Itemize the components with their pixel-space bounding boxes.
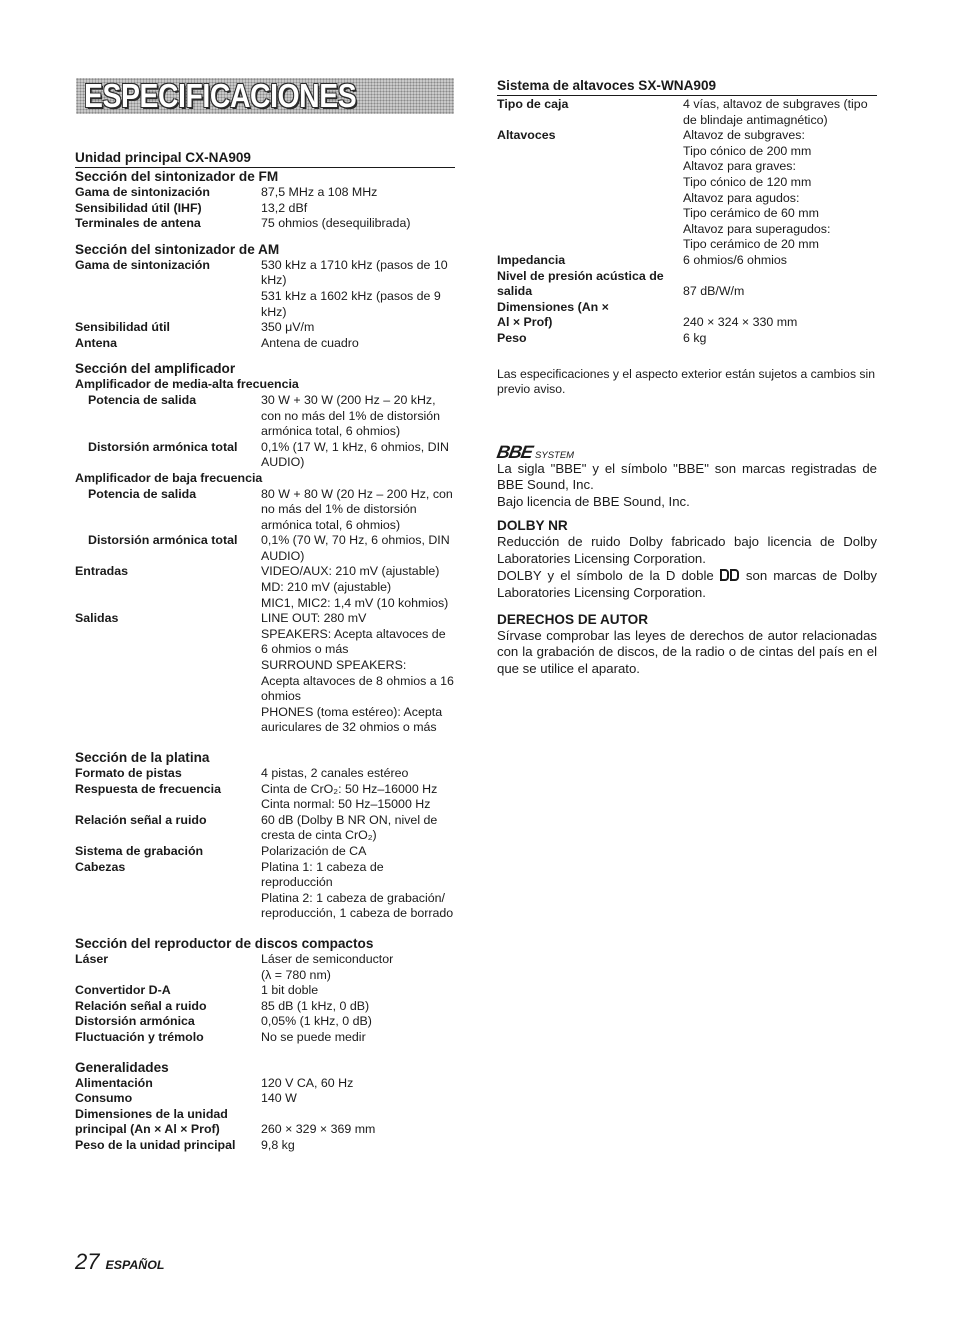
spec-value: Altavoz para graves: bbox=[683, 159, 796, 174]
spec-value: 350 μV/m bbox=[261, 320, 315, 335]
spec-value: 85 dB (1 kHz, 0 dB) bbox=[261, 998, 370, 1013]
spec-row bbox=[75, 564, 455, 611]
spec-row bbox=[75, 1014, 455, 1030]
spec-label: Convertidor D-A bbox=[75, 983, 171, 998]
spec-row bbox=[497, 128, 877, 144]
spec-label: Sensibilidad útil bbox=[75, 320, 171, 335]
spec-label bbox=[75, 968, 261, 984]
output-line: LINE OUT: 280 mV bbox=[261, 611, 367, 626]
spec-value: Tipo cerámico de 20 mm bbox=[683, 237, 819, 252]
amplifier-section-heading: Sección del amplificador bbox=[75, 361, 236, 377]
spec-label: Sistema de grabación bbox=[75, 843, 204, 858]
spec-row bbox=[75, 952, 455, 968]
spec-row bbox=[497, 269, 877, 300]
spec-row bbox=[497, 191, 877, 207]
spec-label bbox=[497, 237, 683, 253]
spec-row bbox=[75, 1091, 455, 1107]
spec-value: 60 dB (Dolby B NR ON, nivel de cresta de cinta CrO₂) bbox=[261, 812, 438, 843]
spec-row bbox=[497, 206, 877, 222]
bbe-logo bbox=[497, 442, 877, 461]
spec-label: Impedancia bbox=[497, 252, 566, 267]
input-line: MD: 210 mV (ajustable) bbox=[261, 580, 392, 595]
spec-row bbox=[75, 487, 455, 534]
mid-high-amp-subheading: Amplificador de media-alta frecuencia bbox=[75, 377, 299, 392]
spec-label bbox=[75, 797, 261, 813]
spec-label: Tipo de caja bbox=[497, 97, 569, 111]
change-notice: Las especificaciones y el aspecto exterior están sujetos a cambios sin previo aviso. bbox=[497, 366, 876, 397]
dolby-trademark-part1: DOLBY y el símbolo de la D doble bbox=[497, 567, 714, 583]
spec-label bbox=[497, 159, 683, 175]
spec-label: Fluctuación y trémolo bbox=[75, 1029, 204, 1044]
spec-row bbox=[75, 611, 455, 736]
spec-row bbox=[75, 813, 455, 844]
bbe-logo-mark: BBE bbox=[495, 441, 534, 462]
dolby-trademark-text bbox=[497, 568, 877, 602]
page-title: ESPECIFICACIONES bbox=[84, 77, 357, 114]
general-section-heading: Generalidades bbox=[75, 1059, 169, 1075]
double-d-icon bbox=[720, 569, 740, 586]
spec-value: (λ = 780 nm) bbox=[261, 967, 331, 982]
spec-row bbox=[75, 782, 455, 798]
spec-row bbox=[75, 999, 455, 1015]
spec-row bbox=[75, 440, 455, 471]
spec-value: Láser de semiconductor bbox=[261, 951, 394, 966]
spec-value: Altavoz para superagudos: bbox=[683, 221, 831, 236]
spec-value: Tipo cerámico de 60 mm bbox=[683, 206, 819, 221]
main-unit-column bbox=[75, 150, 455, 1153]
speaker-column bbox=[497, 78, 877, 678]
spec-value: 87,5 MHz a 108 MHz bbox=[261, 185, 378, 199]
spec-label: Gama de sintonización bbox=[75, 257, 210, 272]
spec-value: Altavoz para agudos: bbox=[683, 190, 800, 205]
spec-label bbox=[497, 206, 683, 222]
low-amp-subheading: Amplificador de baja frecuencia bbox=[75, 470, 263, 485]
spec-row bbox=[75, 860, 455, 891]
spec-label: Respuesta de frecuencia bbox=[75, 781, 221, 796]
spec-value: 30 W + 30 W (200 Hz – 20 kHz, con no más del 1% de distorsión armónica total, 6 ohmios) bbox=[261, 392, 441, 439]
spec-value: Altavoz de subgraves: bbox=[683, 128, 805, 143]
spec-row bbox=[497, 237, 877, 253]
spec-value: 6 ohmios/6 ohmios bbox=[683, 252, 787, 267]
cd-section-heading: Sección del reproductor de discos compactos bbox=[75, 935, 374, 951]
spec-label: Relación señal a ruido bbox=[75, 998, 207, 1013]
spec-row bbox=[75, 201, 455, 217]
spec-value: 530 kHz a 1710 kHz (pasos de 10 kHz) bbox=[261, 257, 448, 288]
spec-value: Antena de cuadro bbox=[261, 335, 359, 350]
spec-label: Sensibilidad útil (IHF) bbox=[75, 200, 202, 215]
deck-section-heading: Sección de la platina bbox=[75, 750, 210, 765]
spec-value: 120 V CA, 60 Hz bbox=[261, 1075, 354, 1090]
spec-value bbox=[261, 611, 455, 736]
spec-value: 87 dB/W/m bbox=[683, 284, 745, 299]
spec-row bbox=[75, 1030, 455, 1046]
spec-label: Nivel de presión acústica de salida bbox=[497, 268, 664, 299]
spec-label: Gama de sintonización bbox=[75, 185, 210, 199]
spec-row bbox=[75, 844, 455, 860]
spec-label: Antena bbox=[75, 335, 117, 350]
am-section-heading: Sección del sintonizador de AM bbox=[75, 241, 280, 257]
output-line: SPEAKERS: Acepta altavoces de 6 ohmios o más bbox=[261, 626, 446, 657]
spec-label: Salidas bbox=[75, 611, 119, 626]
page-footer bbox=[75, 1250, 164, 1274]
spec-row bbox=[497, 159, 877, 175]
spec-value: Platina 1: 1 cabeza de reproducción bbox=[261, 859, 384, 890]
spec-label: Potencia de salida bbox=[88, 392, 197, 407]
bbe-license-text: Bajo licencia de BBE Sound, Inc. bbox=[497, 493, 690, 509]
spec-value: Polarización de CA bbox=[261, 843, 367, 858]
language-label: ESPAÑOL bbox=[105, 1258, 165, 1272]
spec-value: 80 W + 80 W (20 Hz – 200 Hz, con no más del 1% de distorsión armónica total, 6 ohmios) bbox=[261, 486, 453, 532]
dolby-trademark-part2: son marcas de Dolby Laboratories Licensing Corporation. bbox=[497, 567, 878, 601]
spec-label: Entradas bbox=[75, 564, 129, 579]
spec-row bbox=[75, 393, 455, 440]
spec-value bbox=[261, 564, 455, 611]
output-line: PHONES (toma estéreo): Acepta auriculares de 32 ohmios o más bbox=[261, 704, 443, 735]
spec-row bbox=[497, 222, 877, 238]
spec-label: Dimensiones (An × Al × Prof) bbox=[497, 299, 609, 330]
spec-row bbox=[497, 97, 877, 128]
spec-label: Altavoces bbox=[497, 128, 556, 143]
spec-value: 4 pistas, 2 canales estéreo bbox=[261, 766, 409, 780]
title-banner bbox=[76, 78, 454, 114]
spec-row bbox=[75, 766, 455, 782]
fm-section-heading: Sección del sintonizador de FM bbox=[75, 169, 279, 184]
spec-label: Láser bbox=[75, 951, 109, 966]
spec-row bbox=[75, 185, 455, 201]
dolby-heading: DOLBY NR bbox=[497, 518, 568, 534]
spec-label: Relación señal a ruido bbox=[75, 812, 207, 827]
spec-value: 0,05% (1 kHz, 0 dB) bbox=[261, 1014, 372, 1029]
spec-value: Tipo cónico de 200 mm bbox=[683, 143, 812, 158]
spec-value: 0,1% (17 W, 1 kHz, 6 ohmios, DIN AUDIO) bbox=[261, 439, 449, 470]
spec-row bbox=[497, 253, 877, 269]
spec-label: Formato de pistas bbox=[75, 766, 182, 780]
spec-value: 140 W bbox=[261, 1091, 297, 1106]
spec-label: Peso de la unidad principal bbox=[75, 1137, 236, 1152]
spec-label bbox=[497, 222, 683, 238]
speaker-heading: Sistema de altavoces SX-WNA909 bbox=[497, 78, 877, 96]
output-line: SURROUND SPEAKERS: bbox=[261, 658, 407, 673]
spec-label: Potencia de salida bbox=[88, 486, 197, 501]
spec-row bbox=[75, 258, 455, 289]
spec-row bbox=[497, 331, 877, 347]
spec-value: 0,1% (70 W, 70 Hz, 6 ohmios, DIN AUDIO) bbox=[261, 533, 450, 563]
spec-row bbox=[75, 320, 455, 336]
spec-value: Tipo cónico de 120 mm bbox=[683, 174, 812, 189]
spec-label bbox=[75, 289, 261, 320]
spec-label: Terminales de antena bbox=[75, 216, 201, 231]
spec-row bbox=[75, 289, 455, 320]
spec-label: Distorsión armónica total bbox=[88, 533, 238, 548]
spec-label: Dimensiones de la unidad principal (An × Al × Prof) bbox=[75, 1106, 228, 1137]
spec-row bbox=[75, 533, 455, 564]
spec-label: Peso bbox=[497, 330, 527, 345]
bbe-logo-system: SYSTEM bbox=[535, 449, 575, 461]
spec-label: Cabezas bbox=[75, 859, 126, 874]
spec-value: 531 kHz a 1602 kHz (pasos de 9 kHz) bbox=[261, 288, 441, 319]
spec-value: 75 ohmios (desequilibrada) bbox=[261, 216, 411, 231]
spec-row bbox=[497, 300, 877, 331]
spec-value: 1 bit doble bbox=[261, 983, 319, 998]
spec-label bbox=[497, 191, 683, 207]
spec-row bbox=[497, 144, 877, 160]
copyright-heading: DERECHOS DE AUTOR bbox=[497, 611, 649, 627]
spec-row bbox=[75, 891, 455, 922]
spec-label: Consumo bbox=[75, 1091, 133, 1106]
copyright-text: Sírvase comprobar las leyes de derechos de autor relacionadas con la grabación de discos, de la radio o de cintas del país en el que se utilice el aparato. bbox=[497, 627, 877, 677]
spec-label: Distorsión armónica bbox=[75, 1014, 195, 1029]
spec-row bbox=[497, 175, 877, 191]
spec-value: 260 × 329 × 369 mm bbox=[261, 1122, 376, 1137]
spec-row bbox=[75, 336, 455, 352]
spec-label: Distorsión armónica total bbox=[88, 439, 238, 454]
spec-label bbox=[75, 891, 261, 922]
spec-label bbox=[497, 144, 683, 160]
spec-row bbox=[75, 1076, 455, 1092]
input-line: MIC1, MIC2: 1,4 mV (10 kohmios) bbox=[261, 595, 449, 610]
spec-row bbox=[75, 797, 455, 813]
spec-value: 13,2 dBf bbox=[261, 200, 308, 215]
spec-value: Cinta normal: 50 Hz–15000 Hz bbox=[261, 797, 431, 812]
input-line: VIDEO/AUX: 210 mV (ajustable) bbox=[261, 564, 440, 579]
page-number: 27 bbox=[75, 1249, 100, 1274]
bbe-trademark-text: La sigla "BBE" y el símbolo "BBE" son marcas registradas de BBE Sound, Inc. bbox=[497, 460, 877, 493]
spec-row bbox=[75, 983, 455, 999]
spec-value: 240 × 324 × 330 mm bbox=[683, 315, 798, 330]
spec-value: Platina 2: 1 cabeza de grabación/ reproducción, 1 cabeza de borrado bbox=[261, 890, 454, 921]
spec-value: 6 kg bbox=[683, 330, 707, 345]
spec-value: 4 vías, altavoz de subgraves (tipo de blindaje antimagnético) bbox=[683, 97, 868, 127]
spec-row bbox=[75, 1107, 455, 1138]
spec-label bbox=[497, 175, 683, 191]
spec-label: Alimentación bbox=[75, 1075, 153, 1090]
spec-value: Cinta de CrO₂: 50 Hz–16000 Hz bbox=[261, 781, 438, 796]
output-line: Acepta altavoces de 8 ohmios a 16 ohmios bbox=[261, 673, 454, 704]
dolby-text: Reducción de ruido Dolby fabricado bajo licencia de Dolby Laboratories Licensing Corporation. bbox=[497, 534, 877, 567]
spec-row bbox=[75, 968, 455, 984]
spec-value: No se puede medir bbox=[261, 1029, 366, 1044]
spec-value: 9,8 kg bbox=[261, 1137, 295, 1152]
spec-row bbox=[75, 1138, 455, 1154]
spec-row bbox=[75, 216, 455, 232]
main-unit-heading: Unidad principal CX-NA909 bbox=[75, 150, 455, 168]
